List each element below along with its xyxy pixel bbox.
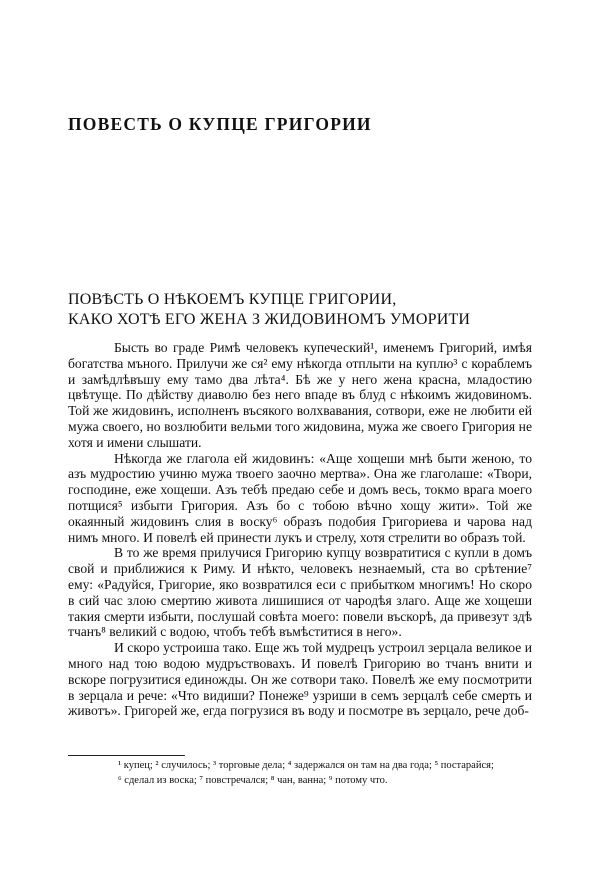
page-title: ПОВЕСТЬ О КУПЦЕ ГРИГОРИИ bbox=[68, 114, 372, 134]
story-subtitle bbox=[68, 290, 538, 330]
story-body bbox=[68, 340, 532, 719]
paragraph: Нѣкогда же глагола ей жидовинъ: «Аще хощеши мнѣ быти женою, то азъ мудростию учиню мужа твоего заочно мертва». Она же глаголаше: «Твори, господине, еже хощеши. Азъ тебѣ предаю себе и домъ весь, токмо врага моего потщися⁵ избыти Григория. Азъ бо с тобою вѣчно хощу жити». Той же окаянный жидовинъ слия в воску⁶ образъ подобия Григориева и чарова над нимъ много. И повелѣ ей принести лукъ и стрелу, хотя стрелити во образъ той. bbox=[68, 450, 532, 545]
footnotes bbox=[68, 758, 532, 788]
paragraph: Бысть во граде Римѣ человекъ купеческий¹, именемъ Григорий, имѣя богатства мъного. Прилучи же ся² ему нѣкогда отплыти на куплю³ с кораблемъ и замѣдлѣвъшу ему тамо два лѣта⁴. Бѣ же у него жена красна, младостию цвѣтуще. По дѣйству диаволю без него впаде въ блуд с нѣкоимъ жидовиномъ. Той же жидовинъ, исполненъ въсякого волхвавания, сотвори, еже не любити ей мужа своего, но возлюбити вельми того жидовина, мужа же своего Григория не хотя и имени слышати. bbox=[68, 340, 532, 450]
footnote-divider bbox=[68, 755, 185, 756]
subtitle-line: КАКО ХОТѢ ЕГО ЖЕНА З ЖИДОВИНОМЪ УМОРИТИ bbox=[68, 311, 471, 328]
paragraph: В то же время прилучися Григорию купцу возвратитися с купли в домъ свой и приближися к Риму. И нѣкто, человекъ незнаемый, ста во срѣтение⁷ ему: «Радуйся, Григорие, яко возвратился еси с прибытком многимъ! Но скоро в сий час злою смертию живота лишишися от чародѣя злаго. Аще же хощеши такия смерти избыти, послушай совѣта моего: повели въскорѣ, да привезут здѣ тчанъ⁸ великий с водою, чтобъ тебѣ въмѣститися в него». bbox=[68, 545, 532, 640]
paragraph: И скоро устроиша тако. Еще жъ той мудрецъ устроил зерцала великое и много над тою водою мудръствовахъ. И повелѣ Григорию во тчанъ внити и вскоре погрузитися единожды. Он же сотвори тако. Повелѣ же ему посмотрити в зерцала и рече: «Что видиши? Понеже⁹ узриши в семъ зерцалѣ себе смерть и животъ». Григорей же, егда погрузися въ воду и посмотре въ зерцало, рече доб- bbox=[68, 640, 532, 719]
subtitle-line: ПОВѢСТЬ О НѢКОЕМЪ КУПЦЕ ГРИГОРИИ, bbox=[68, 291, 397, 308]
footnote-line: ⁶ сделал из воска; ⁷ повстречался; ⁸ чан, ванна; ⁹ потому что. bbox=[118, 775, 388, 786]
footnote-line: ¹ купец; ² случилось; ³ торговые дела; ⁴ задержался он там на два года; ⁵ постарайся; bbox=[118, 760, 494, 771]
